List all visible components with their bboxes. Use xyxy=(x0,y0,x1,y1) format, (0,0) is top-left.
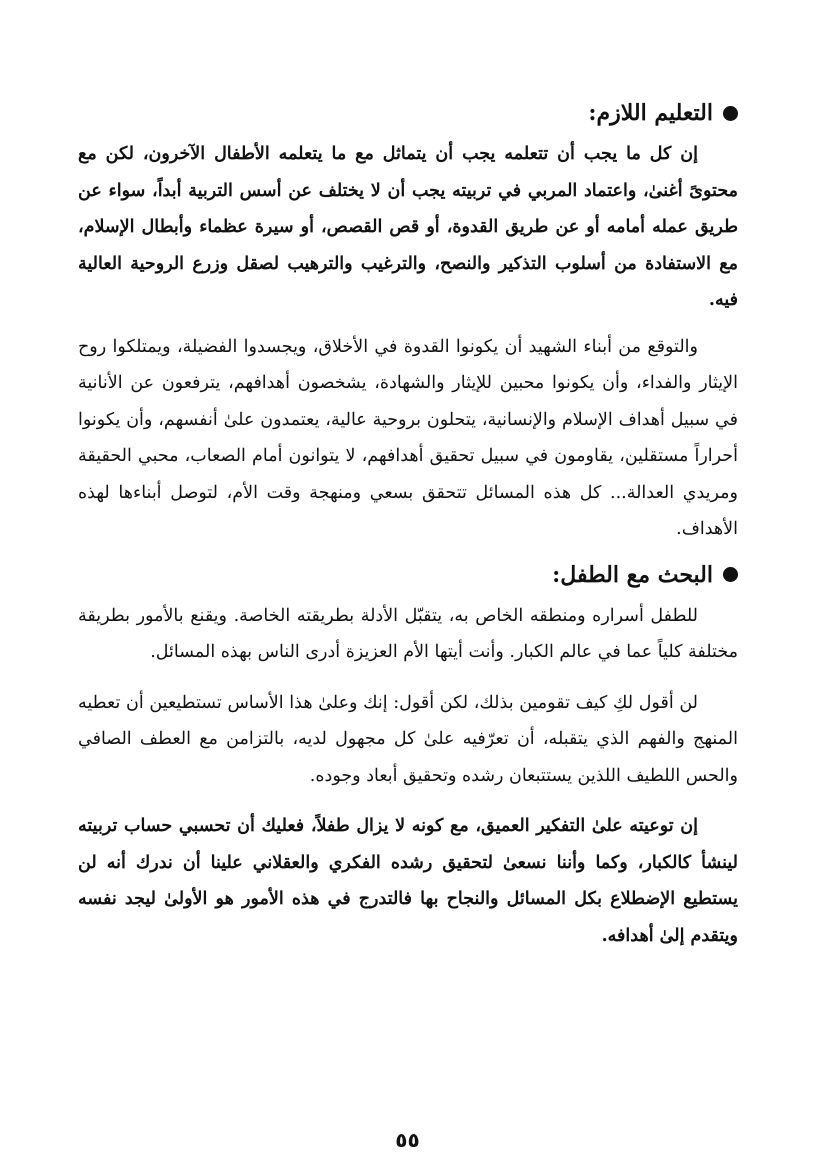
book-page xyxy=(78,96,738,954)
page-number: ٥٥ xyxy=(395,1128,420,1152)
paragraph: والتوقع من أبناء الشهيد أن يكونوا القدوة في الأخلاق، ويجسدوا الفضيلة، ويمتلكوا روح الإيثار والفداء، وأن يكونوا محبين للإيثار والشهادة، يشخصون أهدافهم، يترفعون عن الأنانية في سبيل أهداف الإسلام والإنسانية، يتحلون بروحية عالية، يعتمدون علىٰ أنفسهم، وأن يكونوا أحراراً مستقلين، يقاومون في سبيل تحقيق أهدافهم، لا يتوانون أمام الصعاب، محبي الحقيقة ومريدي العدالة... كل هذه المسائل تتحقق بسعي ومنهجة وقت الأم، لتوصل أبناءها لهذه الأهداف. xyxy=(78,336,738,539)
section-heading-required-education xyxy=(78,96,738,130)
bullet-icon xyxy=(723,567,738,582)
paragraph: إن كل ما يجب أن تتعلمه يجب أن يتماثل مع ما يتعلمه الأطفال الآخرون، لكن مع محتوىً أغنىٰ، واعتماد المربي في تربيته يجب أن لا يختلف عن أسس التربية أبداً، سواء عن طريق عمله أمامه أو عن طريق القدوة، أو قص القصص، أو سيرة عظماء وأبطال الإسلام، مع الاستفادة من أسلوب التذكير والنصح، والترغيب والترهيب لصقل وزرع الروحية العالية فيه. xyxy=(78,144,738,310)
bullet-icon xyxy=(723,106,738,121)
section-heading-text: البحث مع الطفل: xyxy=(552,561,713,588)
section-heading-text: التعليم اللازم: xyxy=(588,100,713,126)
section-heading-research-with-child xyxy=(78,558,738,592)
paragraph: للطفل أسراره ومنطقه الخاص به، يتقبّل الأدلة بطريقته الخاصة. ويقنع بالأمور بطريقة مختلفة كلياً عما في عالم الكبار. وأنت أيتها الأم العزيزة أدرى الناس بهذه المسائل. xyxy=(78,605,738,662)
paragraph: إن توعيته علىٰ التفكير العميق، مع كونه لا يزال طفلاً، فعليك أن تحسبي حساب تربيته لينشأ كالكبار، وكما وأننا نسعىٰ لتحقيق رشده الفكري والعقلاني علينا أن ندرك أنه لن يستطيع الإضطلاع بكل المسائل والنجاح بها فالتدرج في هذه الأمور هو الأولىٰ ليجد نفسه ويتقدم إلىٰ أهدافه. xyxy=(78,816,738,946)
paragraph: لن أقول لكِ كيف تقومين بذلك، لكن أقول: إنك وعلىٰ هذا الأساس تستطيعين أن تعطيه المنهج والفهم الذي يتقبله، أن تعرّفيه علىٰ كل مجهول لديه، بالتزامن مع العطف الصافي والحس اللطيف اللذين يستتبعان رشده وتحقيق أبعاد وجوده. xyxy=(78,692,738,786)
